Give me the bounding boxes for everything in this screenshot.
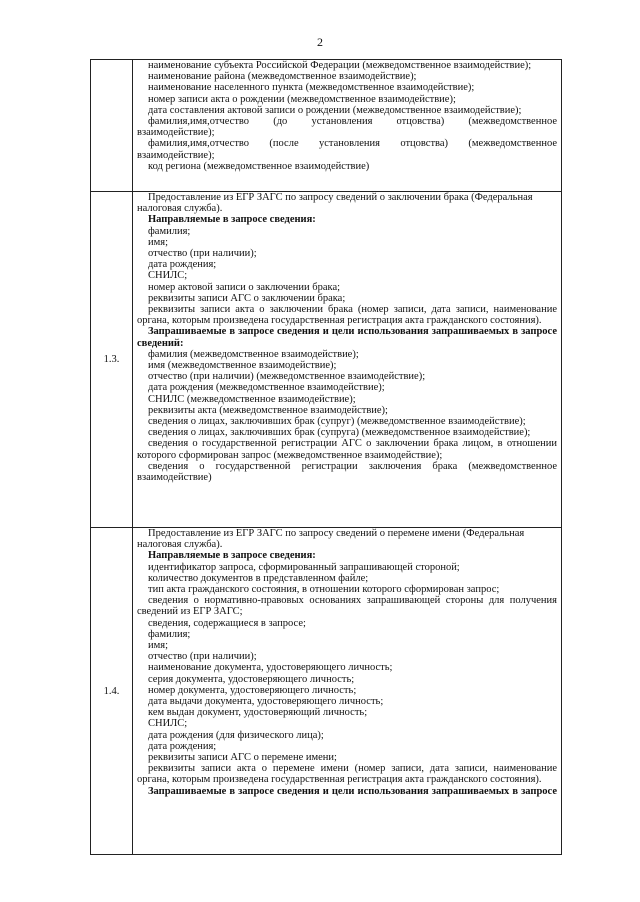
text-line: взаимодействие) [137,472,212,484]
text-line: сведений из ЕГР ЗАГС; [137,606,243,618]
text-line: которого сформирован запрос (межведомственное взаимодействие); [137,449,443,461]
text-line: органа, которым произведена государственная регистрация акта гражданского состояния). [137,315,542,327]
requirements-table [90,59,562,855]
page-number: 2 [317,35,323,49]
text-line: наименование населенного пункта (межведомственное взаимодействие); [148,82,475,94]
text-line: взаимодействие); [137,127,215,139]
text-line: Запрашиваемые в запросе сведения и цели использования запрашиваемых в запросе [148,785,557,797]
text-line: сведения о государственной регистрации заключения брака (межведомственное [148,460,557,472]
text-line: фамилия,имя,отчество (после установления отцовства) (межведомственное [148,138,557,150]
text-line: наименование района (межведомственное взаимодействие); [148,71,417,83]
text-line: реквизиты записи АГС о заключении брака; [148,292,346,304]
text-line: фамилия; [148,628,191,640]
text-line: отчество (при наличии); [148,651,257,663]
text-line: органа, которым произведена государственная регистрация акта гражданского состояния). [137,774,542,786]
text-line: имя (межведомственное взаимодействие); [148,360,337,372]
text-line: фамилия; [148,225,191,237]
row-number: 1.3. [91,192,133,528]
text-line: дата рождения; [148,740,217,752]
text-line: дата рождения (межведомственное взаимодействие); [148,382,385,394]
text-line: сведения о лицах, заключивших брак (супруг) (межведомственное взаимодействие); [148,416,526,428]
text-line: дата рождения; [148,259,217,271]
text-line: Предоставление из ЕГР ЗАГС по запросу сведений о заключении брака (Федеральная [148,192,533,203]
text-line: тип акта гражданского состояния, в отношении которого сформирован запрос; [148,584,500,596]
table-row [91,192,562,528]
text-line: идентификатор запроса, сформированный запрашивающей стороной; [148,561,460,573]
table-row [91,60,562,192]
text-line: реквизиты акта (межведомственное взаимодействие); [148,404,388,416]
text-line: взаимодействие); [137,149,215,161]
row-content [133,528,562,855]
text-line: дата составления актовой записи о рождении (межведомственное взаимодействие); [148,104,522,116]
text-line: отчество (при наличии); [148,248,257,260]
text-line: Предоставление из ЕГР ЗАГС по запросу сведений о перемене имени (Федеральная [148,528,525,539]
text-line: номер записи акта о рождении (межведомственное взаимодействие); [148,93,456,105]
text-line: номер документа, удостоверяющего личность; [148,684,357,696]
text-line: фамилия,имя,отчество (до установления отцовства) (межведомственное [148,116,557,128]
text-line: сведений: [137,337,184,349]
text-line: СНИЛС; [148,270,188,282]
text-line: реквизиты записи акта о перемене имени (номер записи, дата записи, наименование [148,763,557,775]
row-number: 1.4. [91,528,133,855]
text-line: реквизиты записи акта о заключении брака (номер записи, дата записи, наименование [148,304,557,316]
text-line: налоговая служба). [137,539,223,551]
text-line: сведения, содержащиеся в запросе; [148,617,306,629]
text-line: код региона (межведомственное взаимодействие) [148,160,370,172]
text-line: дата рождения (для физического лица); [148,729,324,741]
text-line: имя; [148,640,169,652]
table-row [91,528,562,855]
text-line: фамилия (межведомственное взаимодействие); [148,348,359,360]
text-line: дата выдачи документа, удостоверяющего личность; [148,696,384,708]
text-line: наименование субъекта Российской Федерации (межведомственное взаимодействие); [148,60,532,71]
text-line: серия документа, удостоверяющего личность; [148,673,355,685]
text-line: наименование документа, удостоверяющего личность; [148,662,393,674]
text-line: сведения о нормативно-правовых основаниях запрашивающей стороны для получения [148,595,557,607]
text-line: количество документов в представленном файле; [148,572,369,584]
row-content [133,192,562,528]
text-line: кем выдан документ, удостоверяющий личность; [148,707,368,719]
text-line: отчество (при наличии) (межведомственное взаимодействие); [148,371,426,383]
text-line: имя; [148,236,169,248]
row-content [133,60,562,192]
text-line: Направляемые в запросе сведения: [148,550,316,562]
text-line: Направляемые в запросе сведения: [148,214,316,226]
text-line: сведения о лицах, заключивших брак (супруга) (межведомственное взаимодействие); [148,427,531,439]
text-line: сведения о государственной регистрации АГС о заключении брака лицом, в отношении [148,438,557,450]
text-line: СНИЛС; [148,718,188,730]
text-line: Запрашиваемые в запросе сведения и цели использования запрашиваемых в запросе [148,326,557,338]
table-body [91,60,562,855]
row-number [91,60,133,192]
text-line: налоговая служба). [137,203,223,215]
text-line: номер актовой записи о заключении брака; [148,281,341,293]
text-line: реквизиты записи АГС о перемене имени; [148,752,337,764]
text-line: СНИЛС (межведомственное взаимодействие); [148,393,356,405]
